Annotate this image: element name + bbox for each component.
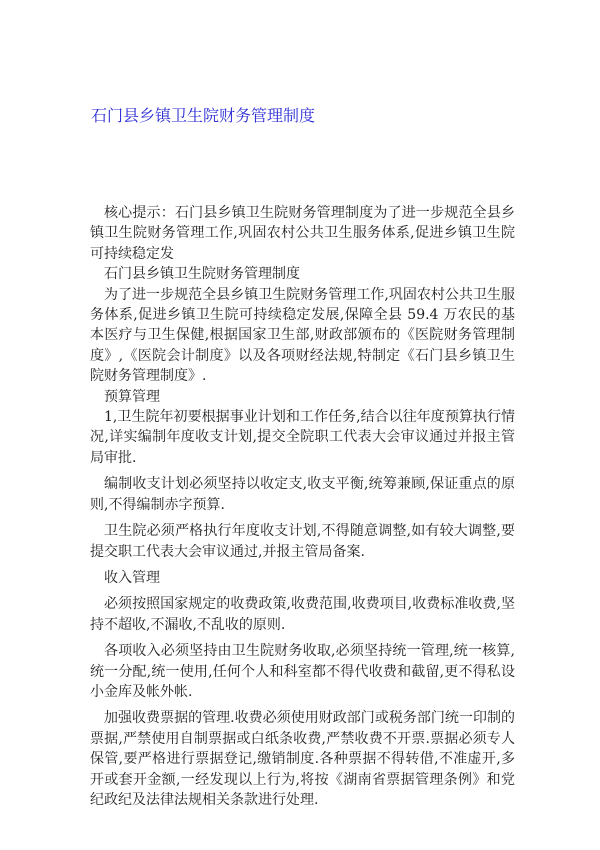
income-paragraph-3: 加强收费票据的管理.收费必须使用财政部门或税务部门统一印制的票据,严禁使用自制票据或白纸条收费,严禁收费不开票.票据必须专人保管,要严格进行票据登记,缴销制度.各种票据不得转借,不准虚开,多开或套开金额,一经发现以上行为,将按《湖南省票据管理条例》和党纪政纪及法律法规相关条款进行处理.	[90, 710, 515, 808]
intro-paragraph: 为了进一步规范全县乡镇卫生院财务管理工作,巩固农村公共卫生服务体系,促进乡镇卫生院可持续稳定发展,保障全县 59.4 万农民的基本医疗与卫生保健,根据国家卫生部,财政部颁布的《医院财务管理制度》,《医院会计制度》以及各项财经法规,特制定《石门县乡镇卫生院财务管理制度》.	[90, 286, 515, 385]
budget-paragraph-1: 1,卫生院年初要根据事业计划和工作任务,结合以往年度预算执行情况,详实编制年度收支计划,提交全院职工代表大会审议通过并报主管局审批.	[90, 409, 515, 466]
section-heading-income: 收入管理	[104, 569, 160, 586]
document-title: 石门县乡镇卫生院财务管理制度	[91, 106, 316, 125]
income-paragraph-1: 必须按照国家规定的收费政策,收费范围,收费项目,收费标准收费,坚持不超收,不漏收,不乱收的原则.	[90, 596, 515, 633]
income-paragraph-2: 各项收入必须坚持由卫生院财务收取,必须坚持统一管理,统一核算,统一分配,统一使用,任何个人和科室都不得代收费和截留,更不得私设小金库及帐外帐.	[90, 643, 515, 700]
summary-paragraph: 核心提示：石门县乡镇卫生院财务管理制度为了进一步规范全县乡镇卫生院财务管理工作,巩固农村公共卫生服务体系,促进乡镇卫生院可持续稳定发	[90, 205, 515, 262]
budget-paragraph-3: 卫生院必须严格执行年度收支计划,不得随意调整,如有较大调整,要提交职工代表大会审议通过,并报主管局备案.	[90, 523, 515, 560]
subtitle: 石门县乡镇卫生院财务管理制度	[104, 266, 300, 283]
document-body	[90, 203, 515, 810]
budget-paragraph-2: 编制收支计划必须坚持以收定支,收支平衡,统筹兼顾,保证重点的原则,不得编制赤字预算.	[90, 476, 515, 513]
section-heading-budget: 预算管理	[104, 388, 160, 405]
